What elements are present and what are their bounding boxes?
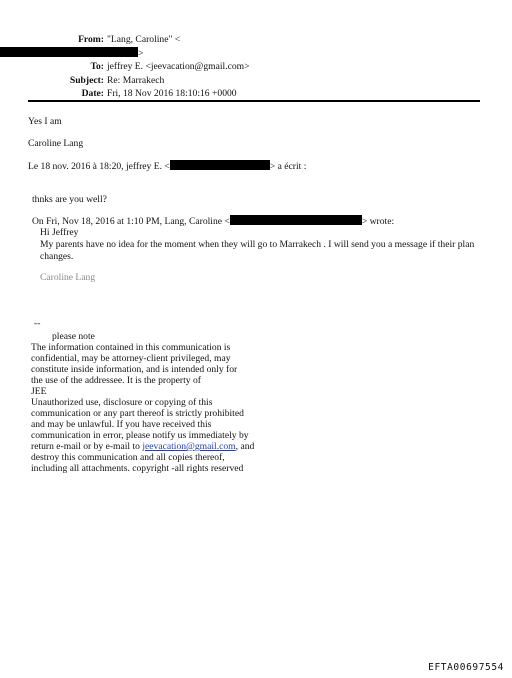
from-label: From:	[78, 34, 104, 45]
disclaimer-line: The information contained in this communication is	[31, 342, 231, 353]
greeting-text: Hi Jeffrey	[40, 227, 79, 238]
disclaimer-note: please note	[52, 331, 95, 342]
disclaimer-line: communication or any part thereof is strictly prohibited	[31, 408, 244, 419]
redaction-bar	[0, 47, 138, 57]
date-value: Fri, 18 Nov 2016 18:10:16 +0000	[107, 88, 237, 99]
redaction-bar	[170, 160, 270, 170]
subject-row	[0, 74, 300, 88]
disclaimer-line-end: , and	[235, 441, 255, 452]
disclaimer-line: Unauthorized use, disclosure or copying of this	[31, 397, 213, 408]
signature-name: Caroline Lang	[28, 138, 84, 149]
sig-dashes: --	[34, 318, 41, 329]
quote-intro-start: Le 18 nov. 2016 à 18:20, jeffrey E. <	[28, 161, 170, 172]
email-link[interactable]: jeevacation@gmail.com	[142, 441, 236, 452]
disclaimer-line: confidential, may be attorney-client privileged, may	[31, 353, 231, 364]
orig-intro	[32, 215, 394, 228]
to-value: jeffrey E. <jeevacation@gmail.com>	[107, 61, 250, 72]
to-row	[0, 60, 300, 74]
gray-signature: Caroline Lang	[40, 272, 96, 283]
message-text: My parents have no idea for the moment when they will go to Marrakech . I will send you a message if their plan changes.	[40, 239, 475, 262]
disclaimer-line-start: return e-mail or by e-mail to	[31, 441, 143, 452]
orig-intro-end: > wrote:	[361, 216, 395, 227]
reply-text: Yes I am	[28, 116, 62, 127]
quote-intro-end: > a écrit :	[269, 161, 307, 172]
to-label: To:	[90, 61, 104, 72]
subject-value: Re: Marrakech	[107, 74, 165, 86]
disclaimer-line: JEE	[31, 386, 47, 397]
disclaimer-line: communication in error, please notify us immediately by	[31, 430, 249, 441]
date-row	[0, 87, 300, 101]
quote-intro	[28, 160, 306, 173]
disclaimer-line: constitute inside information, and is intended only for	[31, 364, 238, 375]
from-value: "Lang, Caroline" <	[107, 34, 181, 45]
bates-number: EFTA00697554	[428, 662, 504, 673]
redaction-bar	[230, 215, 362, 225]
subject-label: Subject:	[69, 74, 104, 86]
email-header	[0, 33, 300, 101]
disclaimer-line: including all attachments. copyright -all rights reserved	[31, 463, 244, 474]
orig-intro-start: On Fri, Nov 18, 2016 at 1:10 PM, Lang, Caroline <	[32, 216, 230, 227]
disclaimer-line: destroy this communication and all copies thereof,	[31, 452, 225, 463]
from-row	[0, 33, 300, 60]
disclaimer-line: and may be unlawful. If you have received this	[31, 419, 212, 430]
from-end: >	[138, 47, 144, 59]
disclaimer-line: the use of the addressee. It is the property of	[31, 375, 201, 386]
date-label: Date:	[81, 88, 104, 99]
question-text: thnks are you well?	[32, 194, 107, 205]
header-divider	[28, 100, 480, 102]
